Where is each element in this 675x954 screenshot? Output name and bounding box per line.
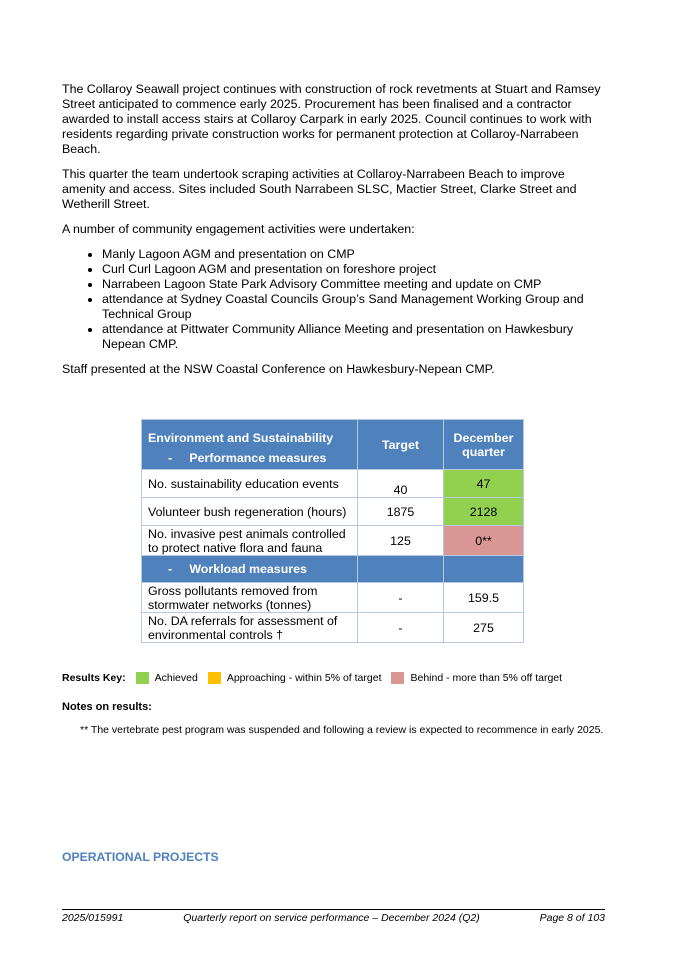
value-cell: 2128	[444, 498, 524, 526]
list-item: • Curl Curl Lagoon AGM and presentation on foreshore project	[102, 262, 607, 277]
paragraph-scraping: This quarter the team undertook scraping activities at Collaroy-Narrabeen Beach to improve amenity and access. Sites included South Narrabeen SLSC, Mactier Street, Clarke Street and Wetherill Street.	[62, 167, 577, 211]
list-item: • Manly Lagoon AGM and presentation on CMP	[102, 247, 607, 262]
page-footer	[62, 909, 605, 924]
target-cell: -	[358, 613, 444, 643]
behind-swatch	[391, 672, 404, 684]
table-row	[142, 498, 524, 526]
value-cell: 0**	[444, 526, 524, 556]
measure-cell: No. DA referrals for assessment of environmental controls †	[142, 613, 358, 643]
achieved-swatch	[136, 672, 149, 684]
results-key	[62, 672, 562, 684]
column-header-target: Target	[358, 420, 444, 470]
footer-title: Quarterly report on service performance – December 2024 (Q2)	[183, 912, 480, 924]
body-text	[62, 82, 607, 387]
notes-text: ** The vertebrate pest program was suspended and following a review is expected to recommence in early 2025.	[80, 724, 604, 736]
workload-label: - Workload measures	[142, 556, 358, 583]
list-item: • attendance at Pittwater Community Alliance Meeting and presentation on Hawkesbury Nepean CMP.	[102, 322, 607, 352]
footer-reference: 2025/015991	[62, 912, 124, 924]
paragraph-engagement: A number of community engagement activities were undertaken:	[62, 222, 415, 236]
approaching-swatch	[208, 672, 221, 684]
table-title-cell	[142, 420, 358, 470]
workload-header-row	[142, 556, 524, 583]
value-cell: 47	[444, 470, 524, 498]
table-row	[142, 583, 524, 613]
paragraph-seawall: The Collaroy Seawall project continues with construction of rock revetments at Stuart and Ramsey Street anticipated to commence early 2025. Procurement has been finalised and a contractor awarded to install access stairs at Collaroy Carpark in early 2025. Council continues to work with residents regarding private construction works for permanent protection at Collaroy-Narrabeen Beach.	[62, 82, 601, 156]
measure-cell: Gross pollutants removed from stormwater networks (tonnes)	[142, 583, 358, 613]
list-item: • attendance at Sydney Coastal Councils Group’s Sand Management Working Group and Technical Group	[102, 292, 607, 322]
workload-header-empty	[444, 556, 524, 583]
section-heading: OPERATIONAL PROJECTS	[62, 850, 219, 864]
value-cell: 159.5	[444, 583, 524, 613]
target-cell: -	[358, 583, 444, 613]
performance-table	[141, 419, 524, 643]
table-title: Environment and Sustainability	[148, 431, 334, 445]
measure-cell: No. sustainability education events	[142, 470, 358, 498]
table-row	[142, 526, 524, 556]
table-row	[142, 613, 524, 643]
approaching-label: Approaching - within 5% of target	[226, 672, 382, 684]
value-cell: 275	[444, 613, 524, 643]
target-cell: 1875	[358, 498, 444, 526]
performance-table-wrap	[141, 419, 524, 643]
target-cell: 125	[358, 526, 444, 556]
table-header-row	[142, 420, 524, 470]
results-key-label: Results Key:	[62, 672, 126, 684]
notes-heading: Notes on results:	[62, 701, 152, 713]
workload-header-empty	[358, 556, 444, 583]
achieved-label: Achieved	[154, 672, 198, 684]
behind-label: Behind - more than 5% off target	[410, 672, 563, 684]
target-cell: 40	[358, 470, 444, 498]
paragraph-conference: Staff presented at the NSW Coastal Conference on Hawkesbury-Nepean CMP.	[62, 362, 495, 376]
column-header-quarter: December quarter	[444, 420, 524, 470]
list-item: • Narrabeen Lagoon State Park Advisory Committee meeting and update on CMP	[102, 277, 607, 292]
footer-page-number: Page 8 of 103	[539, 912, 605, 924]
measure-cell: Volunteer bush regeneration (hours)	[142, 498, 358, 526]
table-subtitle: - Performance measures	[168, 451, 327, 465]
engagement-list	[62, 247, 607, 352]
table-row	[142, 470, 524, 498]
measure-cell: No. invasive pest animals controlled to protect native flora and fauna	[142, 526, 358, 556]
